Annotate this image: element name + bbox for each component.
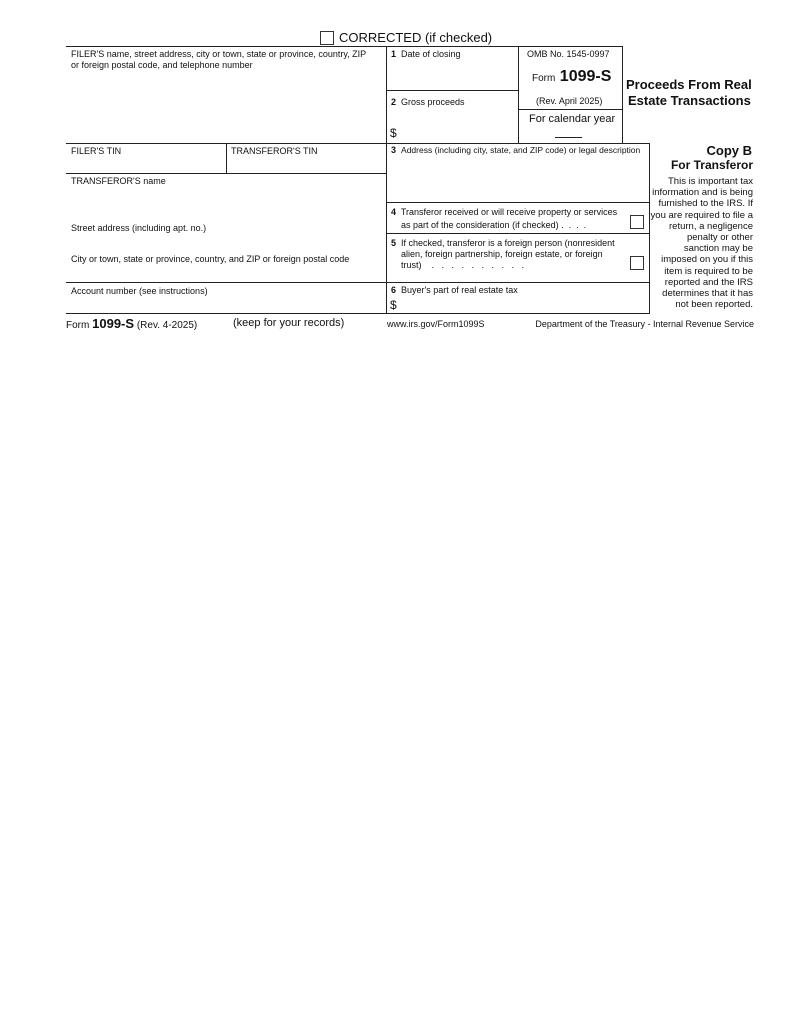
box2-number: 2 xyxy=(391,97,397,107)
footer-url: www.irs.gov/Form1099S xyxy=(387,319,485,329)
revision-bottom-line xyxy=(518,109,622,110)
box4-bottom-line xyxy=(386,233,650,234)
omb-right-border xyxy=(622,46,623,144)
box4-label: 4 Transferor received or will receive property or services as part of the consideration (if checked) . . . . xyxy=(391,207,618,230)
notice-line: imposed on you if this xyxy=(661,254,753,266)
year-input-underline xyxy=(555,137,582,138)
form-title-line1: Proceeds From Real xyxy=(626,77,752,92)
corrected-label: CORRECTED (if checked) xyxy=(339,30,493,45)
copy-notice xyxy=(650,176,753,310)
box6-text: Buyer's part of real estate tax xyxy=(401,285,518,295)
form-prefix: Form xyxy=(532,73,556,84)
date-of-closing-field[interactable] xyxy=(390,62,514,88)
box5-line2: alien, foreign partnership, foreign estate, or foreign xyxy=(401,249,603,259)
box3-bottom-line xyxy=(386,202,650,203)
box1-bottom-line xyxy=(386,90,518,91)
notice-line: This is important tax xyxy=(668,176,753,187)
street-address-label: Street address (including apt. no.) xyxy=(71,223,207,233)
omb-number: OMB No. 1545-0997 xyxy=(527,49,610,59)
calendar-year-label: For calendar year xyxy=(529,113,616,125)
box2-currency: $ xyxy=(390,126,397,140)
box4-checkbox[interactable] xyxy=(630,215,644,229)
notice-line: not been reported. xyxy=(675,299,753,311)
notice-line: sanction may be xyxy=(683,243,753,255)
form-bottom-border xyxy=(66,313,650,314)
box6-number: 6 xyxy=(391,285,397,295)
box6-label xyxy=(391,285,518,296)
box2-text: Gross proceeds xyxy=(401,97,465,107)
footer-form-number: 1099-S xyxy=(92,316,135,331)
box6-currency: $ xyxy=(390,298,397,312)
box2-label xyxy=(391,97,465,108)
corrected-checkbox[interactable] xyxy=(320,31,334,45)
box4-line2: as part of the consideration (if checked) xyxy=(401,220,559,230)
notice-line: information and is being xyxy=(652,187,753,199)
tin-divider xyxy=(226,143,227,174)
box3-label xyxy=(391,145,647,156)
account-top-line xyxy=(66,282,650,283)
box5-line1: If checked, transferor is a foreign person (nonresident xyxy=(401,238,615,248)
gross-proceeds-field[interactable] xyxy=(400,112,514,140)
filer-label: FILER'S name, street address, city or town, state or province, country, ZIP or foreign postal code, and telephone number xyxy=(71,49,367,70)
notice-line: item is required to be xyxy=(664,265,753,277)
city-label: City or town, state or province, country, and ZIP or foreign postal code xyxy=(71,254,350,264)
footer-form-id xyxy=(66,316,197,331)
notice-line: you are required to file a xyxy=(650,209,753,221)
box5-label: 5 If checked, transferor is a foreign person (nonresident alien, foreign partnership, foreign estate, or foreign trust) . . . . . . . . . . xyxy=(391,238,615,270)
notice-line: penalty or other xyxy=(686,232,753,244)
box1-right-border xyxy=(518,46,519,144)
box5-number: 5 xyxy=(391,238,397,248)
transferor-name-label: TRANSFEROR'S name xyxy=(71,176,166,186)
box5-checkbox[interactable] xyxy=(630,256,644,270)
box4-number: 4 xyxy=(391,207,397,217)
footer-department: Department of the Treasury - Internal Revenue Service xyxy=(535,319,754,329)
notice-line: reported and the IRS xyxy=(664,276,753,288)
calendar-year-field[interactable] xyxy=(555,125,582,137)
notice-line: determines that it has xyxy=(662,288,753,300)
notice-line: return, a negligence xyxy=(669,220,753,232)
box1-text: Date of closing xyxy=(401,49,461,59)
filer-right-border xyxy=(386,46,387,314)
filer-tin-label: FILER'S TIN xyxy=(71,146,122,156)
transferor-tin-label: TRANSFEROR'S TIN xyxy=(231,146,318,156)
notice-line: furnished to the IRS. If xyxy=(658,198,753,210)
for-transferor-label: For Transferor xyxy=(670,158,753,172)
form-number: 1099-S xyxy=(559,68,612,85)
form-title-line2: Estate Transactions xyxy=(628,93,751,108)
footer-form-prefix: Form xyxy=(66,320,90,331)
account-number-label: Account number (see instructions) xyxy=(71,286,208,296)
buyer-real-estate-tax-field[interactable] xyxy=(400,296,646,312)
property-address-field[interactable] xyxy=(390,158,646,200)
box1-label xyxy=(391,49,461,60)
filer-section-bottom-line xyxy=(66,143,649,144)
copy-b-label: Copy B xyxy=(706,143,752,158)
box4-line1: Transferor received or will receive property or services xyxy=(400,207,618,217)
form-id xyxy=(532,68,611,86)
form-top-border xyxy=(66,46,622,47)
box1-number: 1 xyxy=(391,49,397,59)
box3-text: Address (including city, state, and ZIP code) or legal description xyxy=(401,145,641,155)
form-revision: (Rev. April 2025) xyxy=(536,96,603,106)
footer-keep-records: (keep for your records) xyxy=(233,317,345,329)
footer-revision: (Rev. 4-2025) xyxy=(136,320,198,331)
box5-line3: trust) xyxy=(401,260,422,270)
box3-number: 3 xyxy=(391,145,397,155)
